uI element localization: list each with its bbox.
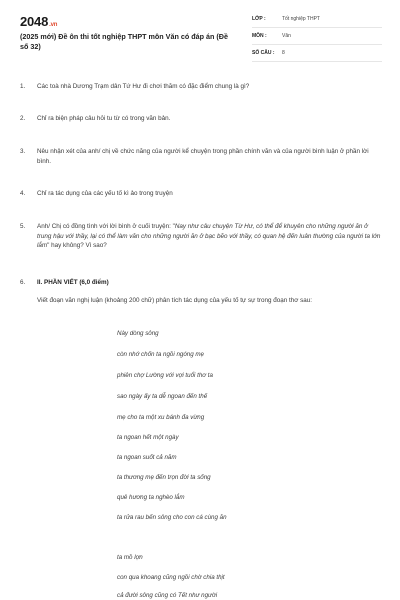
document-title: (2025 mới) Đề ôn thi tốt nghiệp THPT môn Văn có đáp án (Đề số 32) xyxy=(20,32,228,51)
question-text xyxy=(37,222,382,251)
question-item xyxy=(20,222,382,251)
question-text-tail: " hay không? Vì sao? xyxy=(47,242,107,250)
meta-row-count xyxy=(252,48,382,62)
meta-value[interactable]: Tốt nghiệp THPT xyxy=(282,16,320,22)
poem-line: quê hương ta nghèo lắm xyxy=(117,494,185,501)
question-item xyxy=(20,114,382,124)
meta-panel xyxy=(252,14,382,65)
meta-value: 8 xyxy=(282,50,285,56)
question-number: 2. xyxy=(20,115,26,122)
poem-line: phiên chợ Lường với vợi tuổi thơ ta xyxy=(117,372,213,379)
meta-row-subject xyxy=(252,31,382,45)
poem-line: còn nhớ chốn ta ngồi ngóng mẹ xyxy=(117,351,204,358)
question-quote: Nay như câu chuyện Từ Hư, có thể để khuyên cho những người ăn ở trung hậu với thầy, lại có thể làm văn cho những người ăn ở bạc bẽo với thầy, có quan hệ đến luân thường của người ta lớn lắm xyxy=(37,223,381,250)
poem-line: ta mồ lợn xyxy=(117,554,143,561)
question-number: 6. xyxy=(20,279,26,286)
question-text-lead: Anh/ Chị có đồng tình với lời bình ở cuối truyện: " xyxy=(37,223,175,230)
poem-line: ta thương mẹ đến trọn đời ta sống xyxy=(117,474,211,481)
meta-label: SỐ CÂU : xyxy=(252,50,275,56)
logo-suffix: .vn xyxy=(49,22,58,28)
poem-line: ta ngoan suốt cả năm xyxy=(117,454,177,461)
question-text: Chỉ ra tác dụng của các yếu tố kì ảo trong truyện xyxy=(37,190,173,197)
section-title: II. PHẦN VIẾT (6,0 điểm) xyxy=(37,279,109,286)
meta-row-class xyxy=(252,14,382,28)
poem-line: cả đười sông cũng có Tết như người xyxy=(117,592,218,599)
question-number: 4. xyxy=(20,190,26,197)
poem-line: mẹ cho ta một xu bánh đa vừng xyxy=(117,414,205,421)
logo-text: 2048 xyxy=(20,14,49,29)
question-number: 3. xyxy=(20,148,26,155)
poem-line: ta ngoan hết một ngày xyxy=(117,434,179,441)
poem-line: con qua khoang cũng ngồi chờ chia thịt xyxy=(117,574,225,581)
writing-prompt: Viết đoạn văn nghị luận (khoảng 200 chữ) phân tích tác dụng của yếu tố tự sự trong đoạn thơ sau: xyxy=(37,297,313,304)
poem-line: Này dòng sông xyxy=(117,330,159,337)
section-heading xyxy=(20,278,382,288)
meta-value[interactable]: Văn xyxy=(282,33,291,39)
poem-line: sao ngày ấy ta dễ ngoan đến thế xyxy=(117,393,208,400)
question-text: Các toà nhà Dương Trạm dân Tứ Hư đi chơi thăm có đặc điểm chung là gì? xyxy=(37,83,250,90)
question-item xyxy=(20,82,382,92)
meta-label: LỚP : xyxy=(252,16,266,22)
question-number: 1. xyxy=(20,83,26,90)
site-logo[interactable] xyxy=(20,14,57,29)
poem-line: ta rửa rau bến sông cho con cá cùng ăn xyxy=(117,514,227,521)
question-text: Nêu nhận xét của anh/ chị về chức năng của người kể chuyện trong phần chính văn và của người bình luận ở phần lời bình. xyxy=(37,148,369,165)
meta-label: MÔN : xyxy=(252,33,267,39)
question-number: 5. xyxy=(20,223,26,230)
question-text: Chỉ ra biện pháp câu hỏi tu từ có trong văn bản. xyxy=(37,115,171,122)
question-item xyxy=(20,189,382,199)
question-item xyxy=(20,147,382,166)
